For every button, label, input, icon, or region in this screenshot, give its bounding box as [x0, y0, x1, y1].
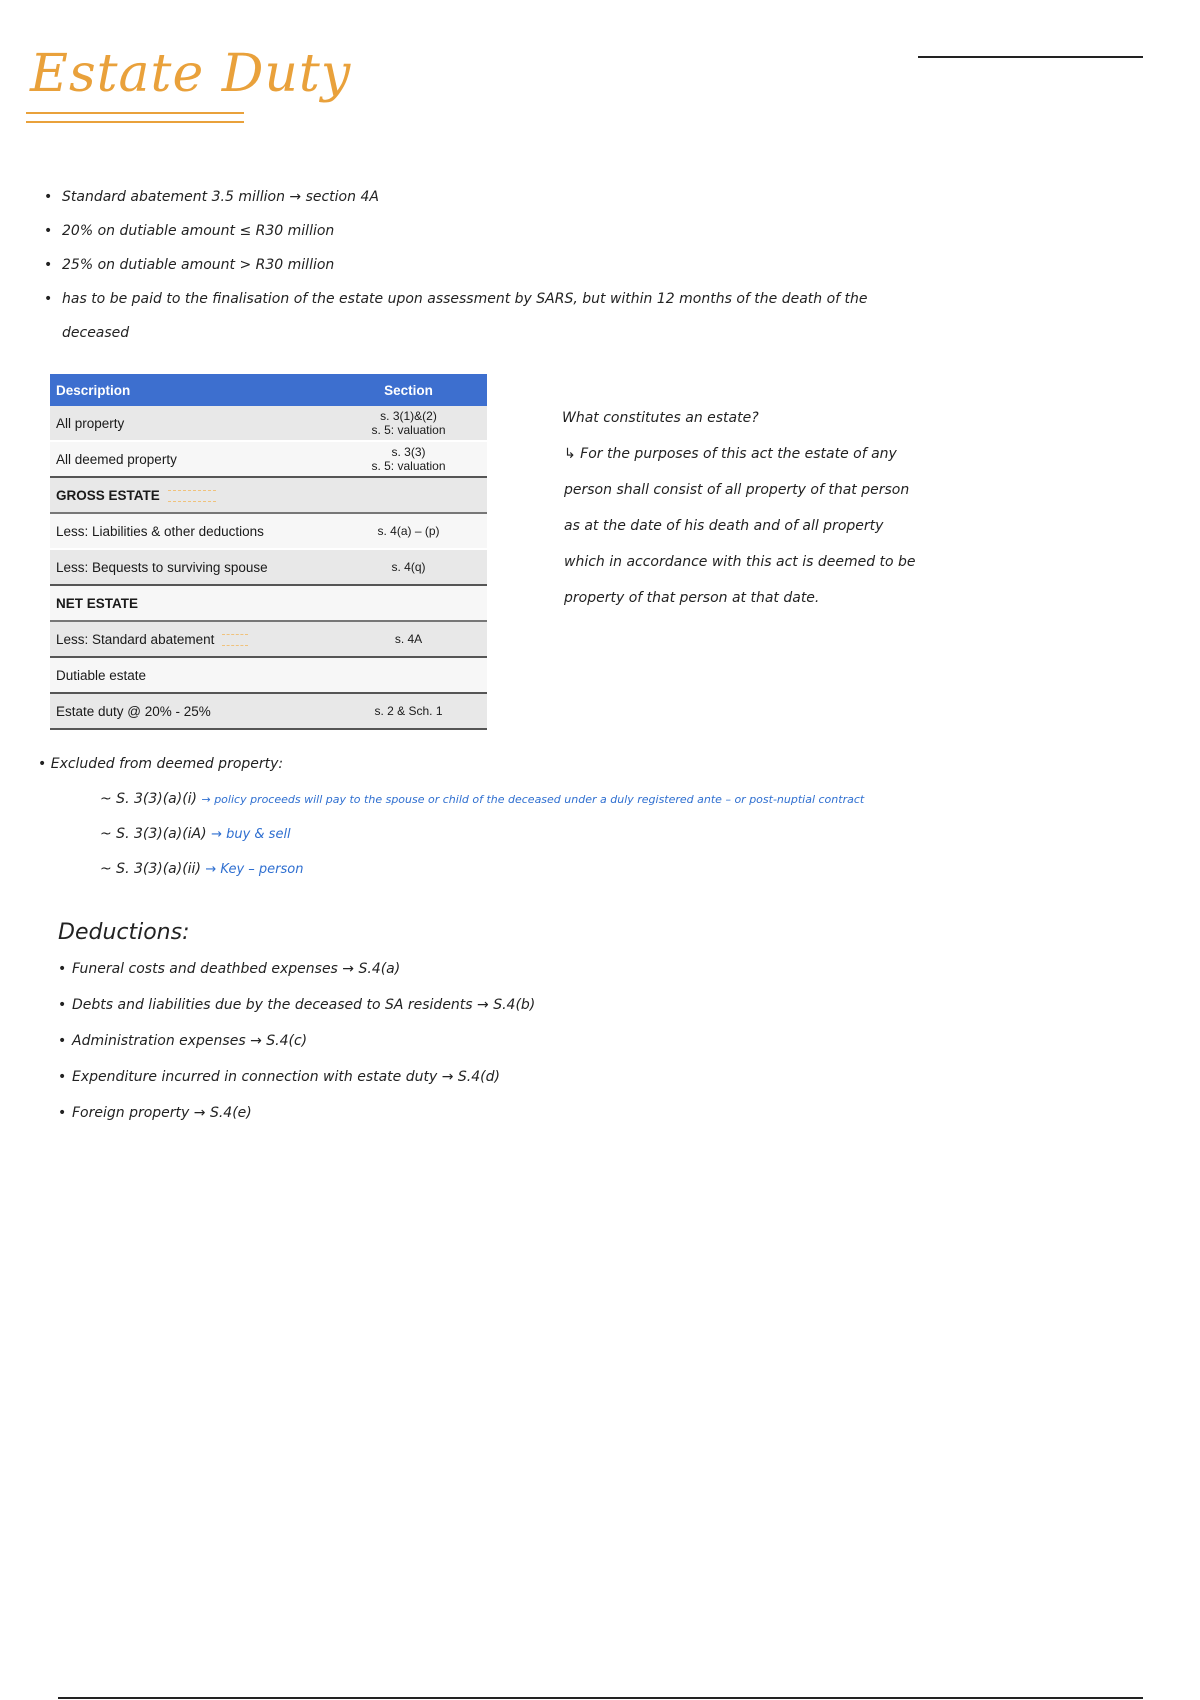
excluded-section [38, 752, 1038, 887]
list-item: • Expenditure incurred in connection with estate duty → S.4(d) [58, 1069, 500, 1085]
row-section: s. 4A [330, 621, 487, 657]
list-item: ~ S. 3(3)(a)(i) → policy proceeds will pay to the spouse or child of the deceased under a duly registered ante – or post-nuptial contract [100, 791, 865, 807]
table-row [50, 549, 487, 585]
orange-annotation [222, 634, 248, 646]
deductions-title: Deductions: [58, 920, 190, 945]
table-row [50, 441, 487, 477]
table-row [50, 657, 487, 693]
row-section: s. 3(3) s. 5: valuation [330, 441, 487, 477]
list-item: • 25% on dutiable amount > R30 million [44, 257, 335, 273]
row-description: GROSS ESTATE [50, 477, 330, 513]
deductions-section [58, 920, 758, 1131]
table-row [50, 513, 487, 549]
estate-question: What constitutes an estate? [562, 410, 759, 426]
row-section: s. 4(q) [330, 549, 487, 585]
list-item: ~ S. 3(3)(a)(ii) → Key – person [100, 861, 304, 877]
row-section [330, 657, 487, 693]
excluded-heading: • Excluded from deemed property: [38, 756, 284, 772]
table-row [50, 585, 487, 621]
row-description: NET ESTATE [50, 585, 330, 621]
list-item: • Debts and liabilities due by the deceased to SA residents → S.4(b) [58, 997, 536, 1013]
top-bullet-list [44, 180, 904, 350]
row-description: Less: Standard abatement [50, 621, 330, 657]
top-rule [918, 56, 1143, 58]
table-row [50, 477, 487, 513]
row-section [330, 585, 487, 621]
list-item: • 20% on dutiable amount ≤ R30 million [44, 223, 335, 239]
row-description: All property [50, 406, 330, 441]
estate-definition-note [562, 400, 922, 616]
estate-duty-table [50, 374, 487, 730]
title-underline [26, 112, 244, 123]
row-description: All deemed property [50, 441, 330, 477]
bottom-rule [58, 1697, 1143, 1699]
row-description: Less: Bequests to surviving spouse [50, 549, 330, 585]
list-item: • has to be paid to the finalisation of the estate upon assessment by SARS, but within 12 months of the death of the deceased [44, 291, 868, 341]
row-description: Estate duty @ 20% - 25% [50, 693, 330, 729]
list-item: • Standard abatement 3.5 million → section 4A [44, 189, 379, 205]
row-description: Dutiable estate [50, 657, 330, 693]
page-title: Estate Duty [30, 44, 352, 104]
table-row [50, 621, 487, 657]
column-header-description: Description [50, 374, 330, 406]
list-item: • Funeral costs and deathbed expenses → S.4(a) [58, 961, 401, 977]
table-row [50, 693, 487, 729]
list-item: • Administration expenses → S.4(c) [58, 1033, 308, 1049]
row-description: Less: Liabilities & other deductions [50, 513, 330, 549]
table-row [50, 406, 487, 441]
estate-answer: ↳ For the purposes of this act the estate of any person shall consist of all property of that person as at the date of his death and of all property which in accordance with this act is deemed to be property of that person at that date. [564, 446, 916, 606]
row-section [330, 477, 487, 513]
column-header-section: Section [330, 374, 487, 406]
row-section: s. 4(a) – (p) [330, 513, 487, 549]
orange-annotation [168, 490, 216, 502]
row-section: s. 2 & Sch. 1 [330, 693, 487, 729]
list-item: ~ S. 3(3)(a)(iA) → buy & sell [100, 826, 291, 842]
row-section: s. 3(1)&(2) s. 5: valuation [330, 406, 487, 441]
list-item: • Foreign property → S.4(e) [58, 1105, 252, 1121]
